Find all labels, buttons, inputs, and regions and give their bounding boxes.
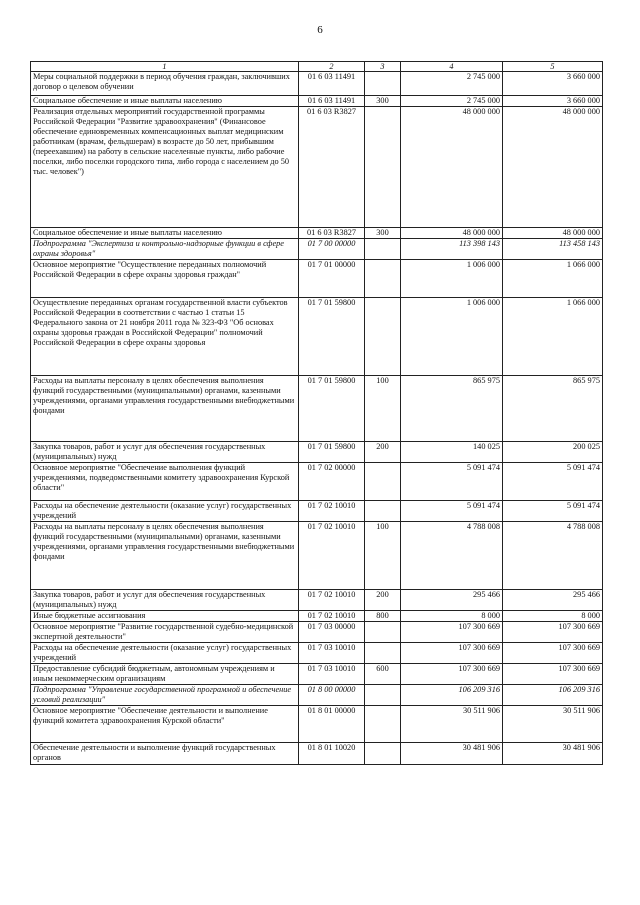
table-row (31, 622, 603, 643)
cell-name: Осуществление переданных органам государственной власти субъектов Российской Федерации в соответствии с частью 1 статьи 15 Федерального закона от 21 ноября 2011 года № 323-ФЗ "Об основах охраны здоровья граждан в Российской Федерации" полномочий Российской Федерации в сфере охраны здоровья (31, 298, 299, 376)
cell-amount-year1: 2 745 000 (401, 72, 503, 96)
cell-amount-year1: 5 091 474 (401, 463, 503, 501)
cell-code: 01 7 02 00000 (299, 463, 365, 501)
cell-amount-year1: 8 000 (401, 611, 503, 622)
table-header-row (31, 62, 603, 72)
cell-amount-year1: 865 975 (401, 376, 503, 442)
cell-name: Социальное обеспечение и иные выплаты населению (31, 228, 299, 239)
cell-amount-year2: 107 300 669 (503, 622, 603, 643)
cell-amount-year2: 48 000 000 (503, 228, 603, 239)
cell-name: Предоставление субсидий бюджетным, автономным учреждениям и иным некоммерческим организациям (31, 664, 299, 685)
cell-code: 01 7 03 10010 (299, 664, 365, 685)
cell-amount-year2: 106 209 316 (503, 685, 603, 706)
cell-name: Расходы на выплаты персоналу в целях обеспечения выполнения функций государственными (муниципальными) органами, казенными учреждениями, органами управления государственными внебюджетными фондами (31, 522, 299, 590)
cell-code: 01 6 03 R3827 (299, 107, 365, 228)
cell-expense-type (365, 685, 401, 706)
cell-name: Подпрограмма "Управление государственной программой и обеспечение условий реализации" (31, 685, 299, 706)
table-row (31, 664, 603, 685)
cell-name: Расходы на обеспечение деятельности (оказание услуг) государственных учреждений (31, 501, 299, 522)
cell-code: 01 7 01 59800 (299, 442, 365, 463)
cell-name: Обеспечение деятельности и выполнение функций государственных органов (31, 743, 299, 765)
cell-amount-year1: 48 000 000 (401, 228, 503, 239)
table-row (31, 522, 603, 590)
cell-expense-type (365, 743, 401, 765)
table-row (31, 463, 603, 501)
budget-table (30, 61, 603, 765)
table-row (31, 501, 603, 522)
cell-code: 01 7 01 59800 (299, 298, 365, 376)
cell-expense-type (365, 239, 401, 260)
column-header-amount-year2: 5 (503, 62, 603, 72)
cell-expense-type: 200 (365, 442, 401, 463)
cell-name: Меры социальной поддержки в период обучения граждан, заключивших договор о целевом обучении (31, 72, 299, 96)
cell-amount-year1: 30 511 906 (401, 706, 503, 743)
cell-code: 01 8 01 10020 (299, 743, 365, 765)
cell-amount-year1: 140 025 (401, 442, 503, 463)
cell-amount-year1: 1 006 000 (401, 298, 503, 376)
cell-expense-type (365, 622, 401, 643)
table-row (31, 260, 603, 298)
column-header-expense-type: 3 (365, 62, 401, 72)
cell-code: 01 7 03 10010 (299, 643, 365, 664)
cell-name: Социальное обеспечение и иные выплаты населению (31, 96, 299, 107)
cell-amount-year1: 2 745 000 (401, 96, 503, 107)
cell-name: Реализация отдельных мероприятий государственной программы Российской Федерации "Развитие здравоохранения" (Финансовое обеспечение единовременных компенсационных выплат медицинским работникам (врачам, фельдшерам) в возрасте до 50 лет, прибывшим (переехавшим) на работу в сельские населенные пункты, либо рабочие поселки, либо поселки городского типа, либо города с населением до 50 тыс. человек") (31, 107, 299, 228)
cell-amount-year2: 30 481 906 (503, 743, 603, 765)
cell-expense-type: 600 (365, 664, 401, 685)
table-row (31, 611, 603, 622)
cell-name: Расходы на обеспечение деятельности (оказание услуг) государственных учреждений (31, 643, 299, 664)
table-row (31, 96, 603, 107)
cell-amount-year2: 3 660 000 (503, 72, 603, 96)
cell-amount-year2: 107 300 669 (503, 664, 603, 685)
cell-name: Основное мероприятие "Развитие государственной судебно-медицинской экспертной деятельности" (31, 622, 299, 643)
table-row (31, 685, 603, 706)
column-header-amount-year1: 4 (401, 62, 503, 72)
cell-name: Основное мероприятие "Осуществление переданных полномочий Российской Федерации в сфере охраны здоровья граждан" (31, 260, 299, 298)
cell-code: 01 8 00 00000 (299, 685, 365, 706)
cell-amount-year1: 107 300 669 (401, 664, 503, 685)
table-row (31, 743, 603, 765)
cell-code: 01 8 01 00000 (299, 706, 365, 743)
cell-expense-type (365, 706, 401, 743)
cell-amount-year2: 295 466 (503, 590, 603, 611)
cell-name: Закупка товаров, работ и услуг для обеспечения государственных (муниципальных) нужд (31, 442, 299, 463)
cell-expense-type: 100 (365, 522, 401, 590)
table-row (31, 643, 603, 664)
cell-name: Основное мероприятие "Обеспечение деятельности и выполнение функций комитета здравоохранения Курской области" (31, 706, 299, 743)
table-row (31, 72, 603, 96)
cell-amount-year1: 5 091 474 (401, 501, 503, 522)
cell-code: 01 7 01 59800 (299, 376, 365, 442)
cell-amount-year2: 1 066 000 (503, 298, 603, 376)
cell-expense-type (365, 643, 401, 664)
cell-amount-year2: 8 000 (503, 611, 603, 622)
cell-code: 01 7 02 10010 (299, 522, 365, 590)
cell-amount-year2: 113 458 143 (503, 239, 603, 260)
cell-expense-type: 300 (365, 228, 401, 239)
cell-code: 01 7 00 00000 (299, 239, 365, 260)
cell-amount-year1: 106 209 316 (401, 685, 503, 706)
cell-expense-type (365, 72, 401, 96)
cell-code: 01 7 02 10010 (299, 611, 365, 622)
cell-code: 01 7 01 00000 (299, 260, 365, 298)
cell-amount-year2: 5 091 474 (503, 463, 603, 501)
table-row (31, 239, 603, 260)
cell-amount-year2: 48 000 000 (503, 107, 603, 228)
cell-amount-year2: 3 660 000 (503, 96, 603, 107)
table-row (31, 298, 603, 376)
cell-expense-type: 100 (365, 376, 401, 442)
cell-amount-year1: 4 788 008 (401, 522, 503, 590)
cell-amount-year2: 865 975 (503, 376, 603, 442)
cell-amount-year1: 113 398 143 (401, 239, 503, 260)
cell-amount-year1: 1 006 000 (401, 260, 503, 298)
cell-code: 01 7 02 10010 (299, 590, 365, 611)
table-row (31, 228, 603, 239)
cell-code: 01 7 02 10010 (299, 501, 365, 522)
column-header-code: 2 (299, 62, 365, 72)
table-body (31, 72, 603, 765)
cell-expense-type (365, 298, 401, 376)
cell-amount-year2: 30 511 906 (503, 706, 603, 743)
cell-amount-year2: 1 066 000 (503, 260, 603, 298)
cell-name: Подпрограмма "Экспертиза и контрольно-надзорные функции в сфере охраны здоровья" (31, 239, 299, 260)
table-row (31, 107, 603, 228)
cell-expense-type (365, 463, 401, 501)
column-header-name: 1 (31, 62, 299, 72)
table-row (31, 706, 603, 743)
cell-amount-year2: 200 025 (503, 442, 603, 463)
cell-code: 01 6 03 R3827 (299, 228, 365, 239)
cell-expense-type (365, 501, 401, 522)
table-row (31, 376, 603, 442)
table-row (31, 590, 603, 611)
cell-code: 01 7 03 00000 (299, 622, 365, 643)
cell-amount-year1: 107 300 669 (401, 643, 503, 664)
cell-name: Основное мероприятие "Обеспечение выполнения функций учреждениями, подведомственными комитету здравоохранения Курской области" (31, 463, 299, 501)
cell-amount-year1: 295 466 (401, 590, 503, 611)
cell-amount-year1: 48 000 000 (401, 107, 503, 228)
cell-expense-type (365, 107, 401, 228)
cell-code: 01 6 03 11491 (299, 72, 365, 96)
cell-name: Иные бюджетные ассигнования (31, 611, 299, 622)
cell-amount-year2: 5 091 474 (503, 501, 603, 522)
cell-expense-type (365, 260, 401, 298)
cell-expense-type: 200 (365, 590, 401, 611)
cell-expense-type: 800 (365, 611, 401, 622)
cell-code: 01 6 03 11491 (299, 96, 365, 107)
table-row (31, 442, 603, 463)
cell-amount-year2: 4 788 008 (503, 522, 603, 590)
cell-name: Закупка товаров, работ и услуг для обеспечения государственных (муниципальных) нужд (31, 590, 299, 611)
cell-expense-type: 300 (365, 96, 401, 107)
cell-amount-year1: 107 300 669 (401, 622, 503, 643)
cell-name: Расходы на выплаты персоналу в целях обеспечения выполнения функций государственными (муниципальными) органами, казенными учреждениями, органами управления государственными внебюджетными фондами (31, 376, 299, 442)
cell-amount-year1: 30 481 906 (401, 743, 503, 765)
page-number: 6 (317, 24, 323, 36)
cell-amount-year2: 107 300 669 (503, 643, 603, 664)
